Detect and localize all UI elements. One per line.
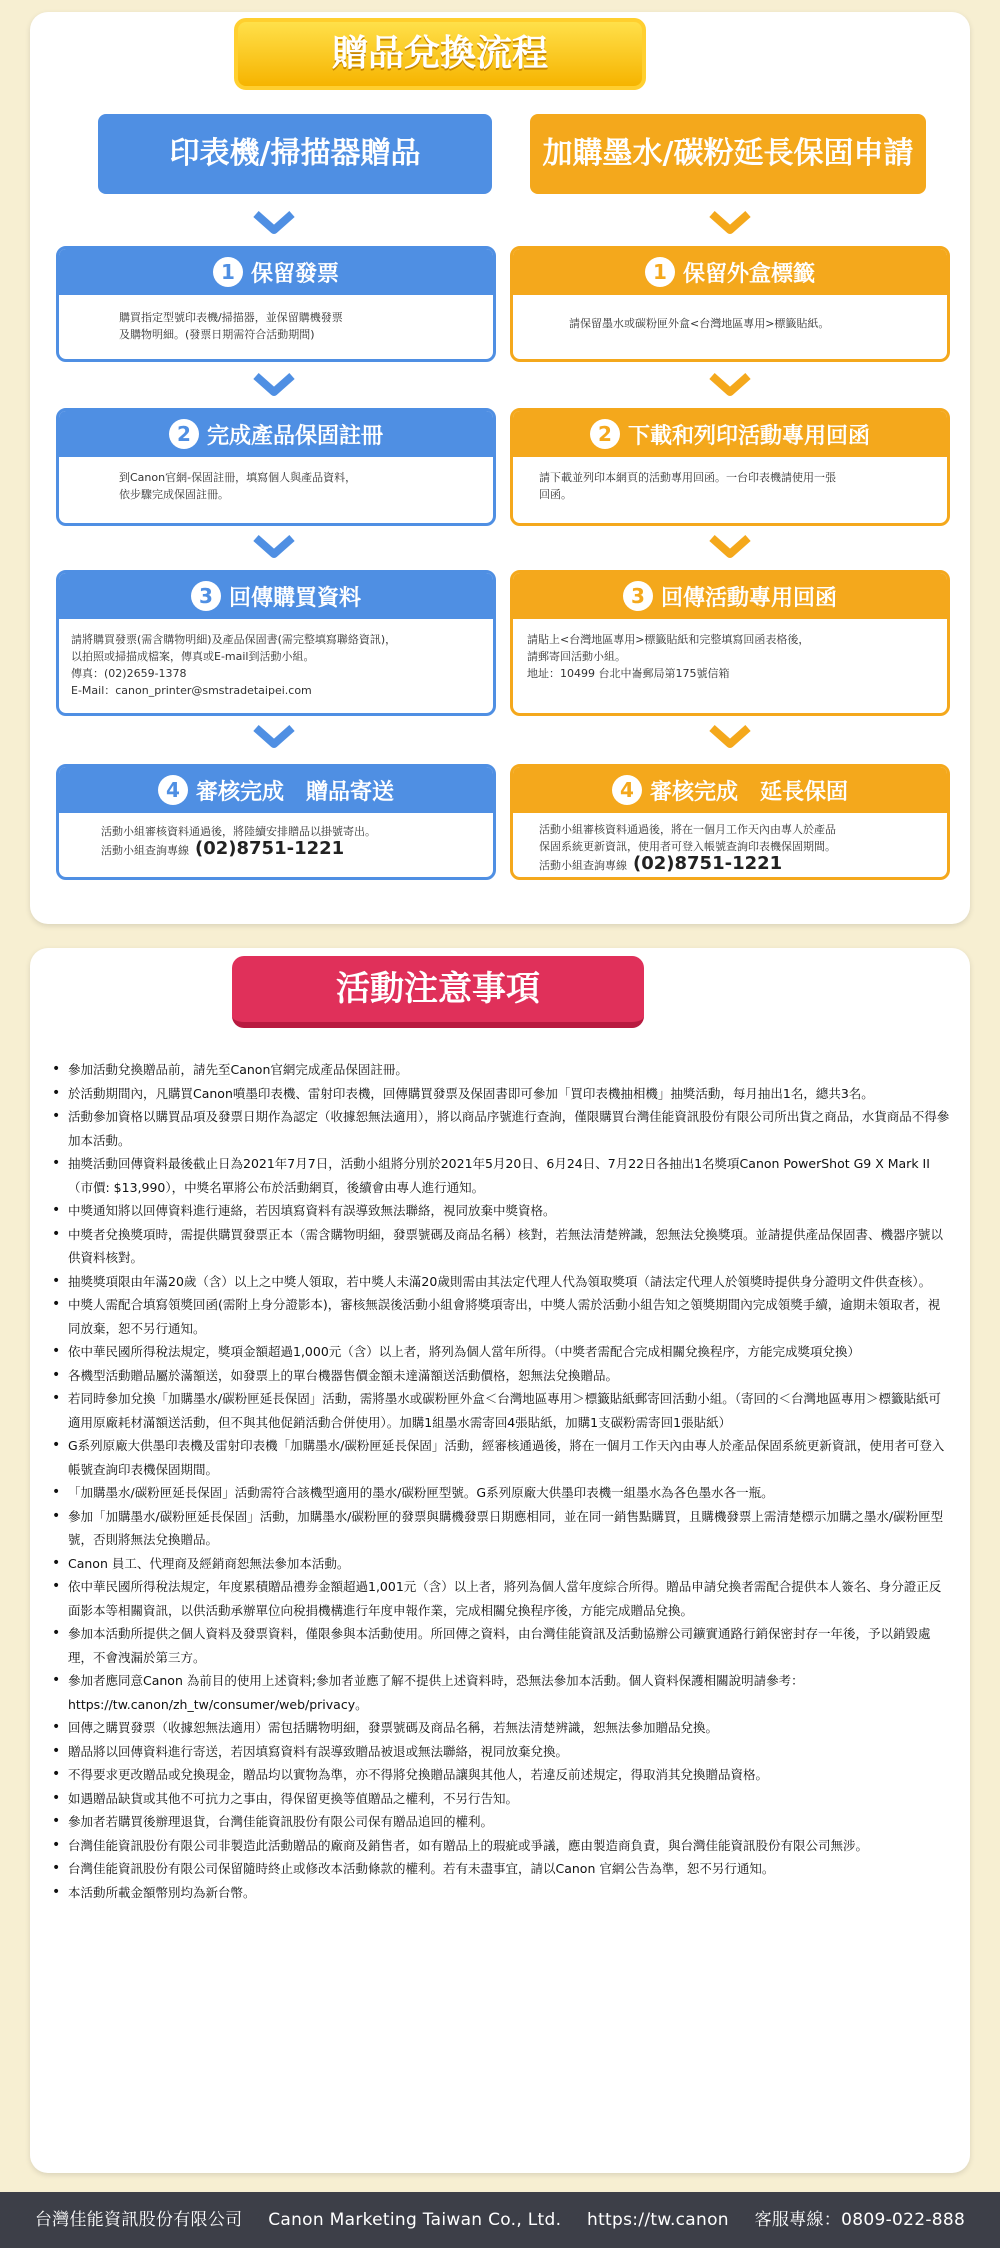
chevron-down-icon (252, 534, 296, 560)
notice-item: • 依中華民國所得稅法規定，年度累積贈品禮券金額超過1,001元（含）以上者，將列為個人當年度綜合所得。贈品申請兌換者需配合提供本人簽名、身分證正反面影本等相關資訊，以供活動承辦單位向稅捐機構進行年度申報作業，完成相關兌換程序後，方能完成贈品兌換。 (50, 1575, 950, 1622)
step-text: 請郵寄回活動小組。 (527, 650, 626, 663)
notice-item: • 不得要求更改贈品或兌換現金，贈品均以實物為準，亦不得將兌換贈品讓與其他人，若違反前述規定，得取消其兌換贈品資格。 (50, 1763, 950, 1787)
notice-item: • G系列原廠大供墨印表機及雷射印表機「加購墨水/碳粉匣延長保固」活動，經審核通過後，將在一個月工作天內由專人於產品保固系統更新資訊，使用者可登入帳號查詢印表機保固期間。 (50, 1434, 950, 1481)
notice-item: • 參加者應同意Canon 為前目的使用上述資料;參加者並應了解不提供上述資料時，恐無法參加本活動。個人資料保護相關說明請參考：https://tw.canon/zh_tw/consumer/web/privacy。 (50, 1669, 950, 1716)
notice-item: • 中獎人需配合填寫領獎回函(需附上身分證影本)，審核無誤後活動小組會將獎項寄出，中獎人需於活動小組告知之領獎期間內完成領獎手續，逾期未領取者，視同放棄，恕不另行通知。 (50, 1293, 950, 1340)
right-step-2-title (513, 411, 947, 457)
hotline-row (539, 855, 933, 874)
step-number: 4 (612, 775, 642, 805)
notices-list (50, 1058, 950, 1904)
step-text: 及購物明細。(發票日期需符合活動期間) (119, 328, 315, 341)
hotline-label: 活動小組查詢專線 (101, 844, 189, 857)
step-text: 到Canon官網-保固註冊，填寫個人與產品資料， (119, 471, 357, 484)
notice-item: • 抽獎活動回傳資料最後截止日為2021年7月7日，活動小組將分別於2021年5月20日、6月24日、7月22日各抽出1名獎項Canon PowerShot G9 X Mark II （市價: $13,990），中獎名單將公布於活動網頁，後續會由專人進行通知。 (50, 1152, 950, 1199)
footer-url[interactable]: https://tw.canon (587, 2210, 729, 2230)
step-text: 保固系統更新資訊，使用者可登入帳號查詢印表機保固期間。 (539, 840, 836, 853)
notice-item: • 抽獎獎項限由年滿20歲（含）以上之中獎人領取，若中獎人未滿20歲則需由其法定代理人代為領取獎項（請法定代理人於領獎時提供身分證明文件供查核）。 (50, 1270, 950, 1294)
step-number: 2 (169, 419, 199, 449)
step-text: 請下載並列印本網頁的活動專用回函。一台印表機請使用一張 (539, 471, 836, 484)
step-title: 回傳活動專用回函 (660, 585, 837, 611)
email-address[interactable]: E-Mail：canon_printer@smstradetaipei.com (71, 684, 312, 697)
printer-gift-header: 印表機/掃描器贈品 (98, 114, 492, 194)
notice-item: • 中獎者兌換獎項時，需提供購買發票正本（需含購物明細，發票號碼及商品名稱）核對，若無法清楚辨識，恕無法兌換獎項。並請提供產品保固書、機器序號以供資料核對。 (50, 1223, 950, 1270)
step-number: 4 (158, 775, 188, 805)
step-number: 1 (213, 257, 243, 287)
notice-item: • 台灣佳能資訊股份有限公司非製造此活動贈品的廠商及銷售者，如有贈品上的瑕疵或爭議，應由製造商負責，與台灣佳能資訊股份有限公司無涉。 (50, 1834, 950, 1858)
left-step-4 (56, 764, 496, 880)
step-text: 活動小組審核資料通過後，將在一個月工作天內由專人於產品 (539, 823, 836, 836)
left-step-2-title (59, 411, 493, 457)
left-step-1-title (59, 249, 493, 295)
step-title: 保留外盒標籤 (682, 261, 815, 287)
right-step-1-title (513, 249, 947, 295)
footer-company: 台灣佳能資訊股份有限公司 (34, 2210, 243, 2230)
fax-number: 傳真：(02)2659-1378 (71, 667, 187, 680)
step-title: 審核完成 延長保固 (649, 779, 848, 805)
notice-item: • 回傳之購買發票（收據恕無法適用）需包括購物明細，發票號碼及商品名稱，若無法清楚辨識，恕無法參加贈品兌換。 (50, 1716, 950, 1740)
chevron-down-icon (708, 534, 752, 560)
notice-item: • 參加者若購買後辦理退貨，台灣佳能資訊股份有限公司保有贈品追回的權利。 (50, 1810, 950, 1834)
step-title: 回傳購買資料 (228, 585, 361, 611)
step-title: 審核完成 贈品寄送 (195, 779, 394, 805)
notice-item: • 參加「加購墨水/碳粉匣延長保固」活動，加購墨水/碳粉匣的發票與購機發票日期應相同，並在同一銷售點購買，且購機發票上需清楚標示加購之墨水/碳粉匣型號，否則將無法兌換贈品。 (50, 1505, 950, 1552)
step-title: 完成產品保固註冊 (206, 423, 383, 449)
right-step-2 (510, 408, 950, 526)
left-step-3-title (59, 573, 493, 619)
step-text: 依步驟完成保固註冊。 (119, 488, 229, 501)
step-title: 下載和列印活動專用回函 (627, 423, 870, 449)
step-number: 3 (191, 581, 221, 611)
chevron-down-icon (708, 372, 752, 398)
step-number: 3 (623, 581, 653, 611)
chevron-down-icon (708, 210, 752, 236)
chevron-down-icon (252, 724, 296, 750)
step-text: 請將購買發票(需含購物明細)及產品保固書(需完整填寫聯絡資訊)， (71, 633, 397, 646)
notice-item: • 本活動所載金額幣別均為新台幣。 (50, 1881, 950, 1905)
notice-item: • Canon 員工、代理商及經銷商恕無法參加本活動。 (50, 1552, 950, 1576)
left-step-1 (56, 246, 496, 362)
left-step-2 (56, 408, 496, 526)
step-text: 購買指定型號印表機/掃描器，並保留購機發票 (119, 311, 343, 324)
step-number: 2 (590, 419, 620, 449)
step-number: 1 (645, 257, 675, 287)
right-step-4 (510, 764, 950, 880)
notice-item: • 參加活動兌換贈品前，請先至Canon官網完成產品保固註冊。 (50, 1058, 950, 1082)
chevron-down-icon (252, 372, 296, 398)
step-text: 回函。 (539, 488, 572, 501)
footer (0, 2192, 1000, 2248)
hotline-label: 活動小組查詢專線 (539, 859, 627, 872)
step-text: 請保留墨水或碳粉匣外盒<台灣地區專用>標籤貼紙。 (569, 317, 830, 330)
right-step-3-title (513, 573, 947, 619)
hotline-number[interactable]: (02)8751-1221 (633, 853, 783, 874)
right-step-3 (510, 570, 950, 716)
step-text: 請貼上<台灣地區專用>標籤貼紙和完整填寫回函表格後， (527, 633, 810, 646)
hotline-row (101, 840, 479, 859)
step-text: 以拍照或掃描成檔案，傳真或E-mail到活動小組。 (71, 650, 315, 663)
notices-title: 活動注意事項 (232, 956, 644, 1028)
notice-item: • 台灣佳能資訊股份有限公司保留隨時終止或修改本活動條款的權利。若有未盡事宜，請以Canon 官網公告為準，恕不另行通知。 (50, 1857, 950, 1881)
step-title: 保留發票 (250, 261, 339, 287)
notice-item: • 贈品將以回傳資料進行寄送，若因填寫資料有誤導致贈品被退或無法聯絡，視同放棄兌換。 (50, 1740, 950, 1764)
notice-item: • 如遇贈品缺貨或其他不可抗力之事由，得保留更換等值贈品之權利，不另行告知。 (50, 1787, 950, 1811)
notice-item: • 「加購墨水/碳粉匣延長保固」活動需符合該機型適用的墨水/碳粉匣型號。G系列原廠大供墨印表機一組墨水為各色墨水各一瓶。 (50, 1481, 950, 1505)
hotline-number[interactable]: (02)8751-1221 (195, 838, 345, 859)
notice-item: • 於活動期間內，凡購買Canon噴墨印表機、雷射印表機，回傳購買發票及保固書即可參加「買印表機抽相機」抽獎活動，每月抽出1名，總共3名。 (50, 1082, 950, 1106)
notice-item: • 若同時參加兌換「加購墨水/碳粉匣延長保固」活動，需將墨水或碳粉匣外盒＜台灣地區專用＞標籤貼紙郵寄回活動小組。（寄回的＜台灣地區專用＞標籤貼紙可適用原廠耗材滿額送活動，但不與其他促銷活動合併使用）。加購1組墨水需寄回4張貼紙，加購1支碳粉需寄回1張貼紙） (50, 1387, 950, 1434)
notice-item: • 參加本活動所提供之個人資料及發票資料，僅限參與本活動使用。所回傳之資料，由台灣佳能資訊及活動協辦公司鑛實通路行銷保密封存一年後，予以銷毀處理，不會洩漏於第三方。 (50, 1622, 950, 1669)
step-text: 活動小組審核資料通過後，將陸續安排贈品以掛號寄出。 (101, 825, 376, 838)
left-step-3 (56, 570, 496, 716)
chevron-down-icon (252, 210, 296, 236)
notice-item: • 活動參加資格以購買品項及發票日期作為認定（收據恕無法適用），將以商品序號進行查詢，僅限購買台灣佳能資訊股份有限公司所出貨之商品，水貨商品不得參加本活動。 (50, 1105, 950, 1152)
footer-company-en: Canon Marketing Taiwan Co., Ltd. (268, 2210, 562, 2230)
notice-item: • 中獎通知將以回傳資料進行連絡，若因填寫資料有誤導致無法聯絡，視同放棄中獎資格。 (50, 1199, 950, 1223)
notice-item: • 各機型活動贈品屬於滿額送，如發票上的單台機器售價金額未達滿額送活動價格，恕無法兌換贈品。 (50, 1364, 950, 1388)
right-step-4-title (513, 767, 947, 813)
warranty-header: 加購墨水/碳粉延長保固申請 (530, 114, 926, 194)
footer-hotline: 客服專線：0809-022-888 (754, 2210, 966, 2230)
left-step-4-title (59, 767, 493, 813)
chevron-down-icon (708, 724, 752, 750)
page-title: 贈品兌換流程 (234, 18, 646, 90)
mailing-address: 地址：10499 台北中崙郵局第175號信箱 (527, 667, 730, 680)
right-step-1 (510, 246, 950, 362)
notice-item: • 依中華民國所得稅法規定，獎項金額超過1,000元（含）以上者，將列為個人當年所得。（中獎者需配合完成相關兌換程序，方能完成獎項兌換） (50, 1340, 950, 1364)
